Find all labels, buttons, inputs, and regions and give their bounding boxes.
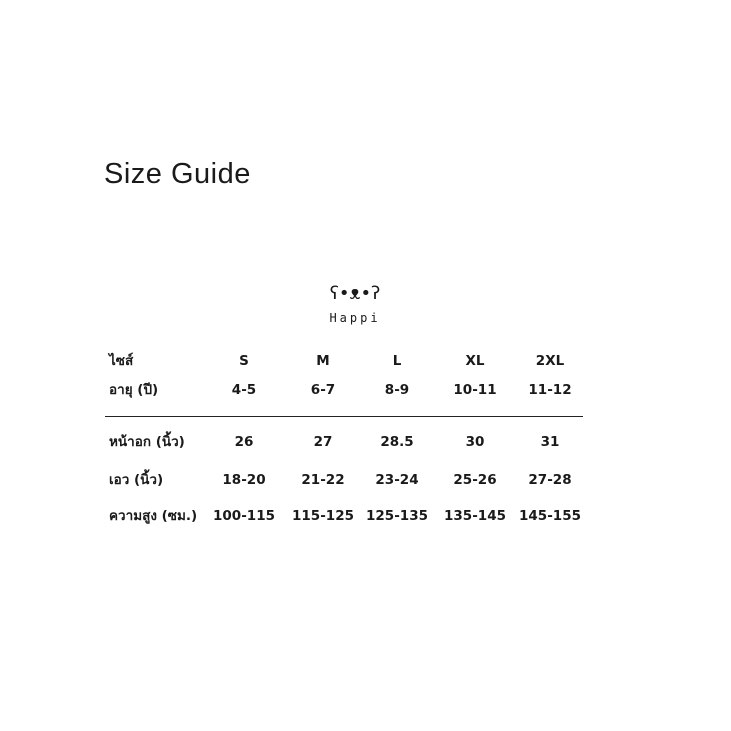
size-2xl: 2XL [535,353,565,369]
waist-cell: 23-24 [375,472,419,488]
chest-cell: 30 [465,434,485,450]
size-m: M [316,353,330,369]
row-label-size: ไซส์ [109,353,134,369]
chest-cell: 31 [540,434,560,450]
row-label-age: อายุ (ปี) [109,382,159,398]
waist-cell: 18-20 [222,472,266,488]
age-cell: 8-9 [384,382,410,398]
chest-cell: 28.5 [380,434,414,450]
height-cell: 145-155 [519,508,581,524]
age-cell: 11-12 [528,382,572,398]
size-xl: XL [465,353,485,369]
table-divider [105,416,583,417]
chest-cell: 26 [234,434,254,450]
size-s: S [239,353,249,369]
waist-cell: 27-28 [528,472,572,488]
brand-wordmark: Happi [329,311,381,325]
brand-logo [300,284,410,332]
age-cell: 4-5 [231,382,257,398]
height-cell: 135-145 [444,508,506,524]
row-label-waist: เอว (นิ้ว) [109,472,164,488]
size-l: L [392,353,402,369]
row-label-chest: หน้าอก (นิ้ว) [109,434,185,450]
chest-cell: 27 [313,434,333,450]
row-label-height: ความสูง (ซม.) [109,508,198,524]
waist-cell: 25-26 [453,472,497,488]
age-cell: 6-7 [310,382,336,398]
height-cell: 125-135 [366,508,428,524]
age-cell: 10-11 [453,382,497,398]
bear-face-icon: ʕ•ᴥ•ʔ [329,283,381,304]
page-title: Size Guide [104,158,251,190]
height-cell: 115-125 [292,508,354,524]
waist-cell: 21-22 [301,472,345,488]
height-cell: 100-115 [213,508,275,524]
